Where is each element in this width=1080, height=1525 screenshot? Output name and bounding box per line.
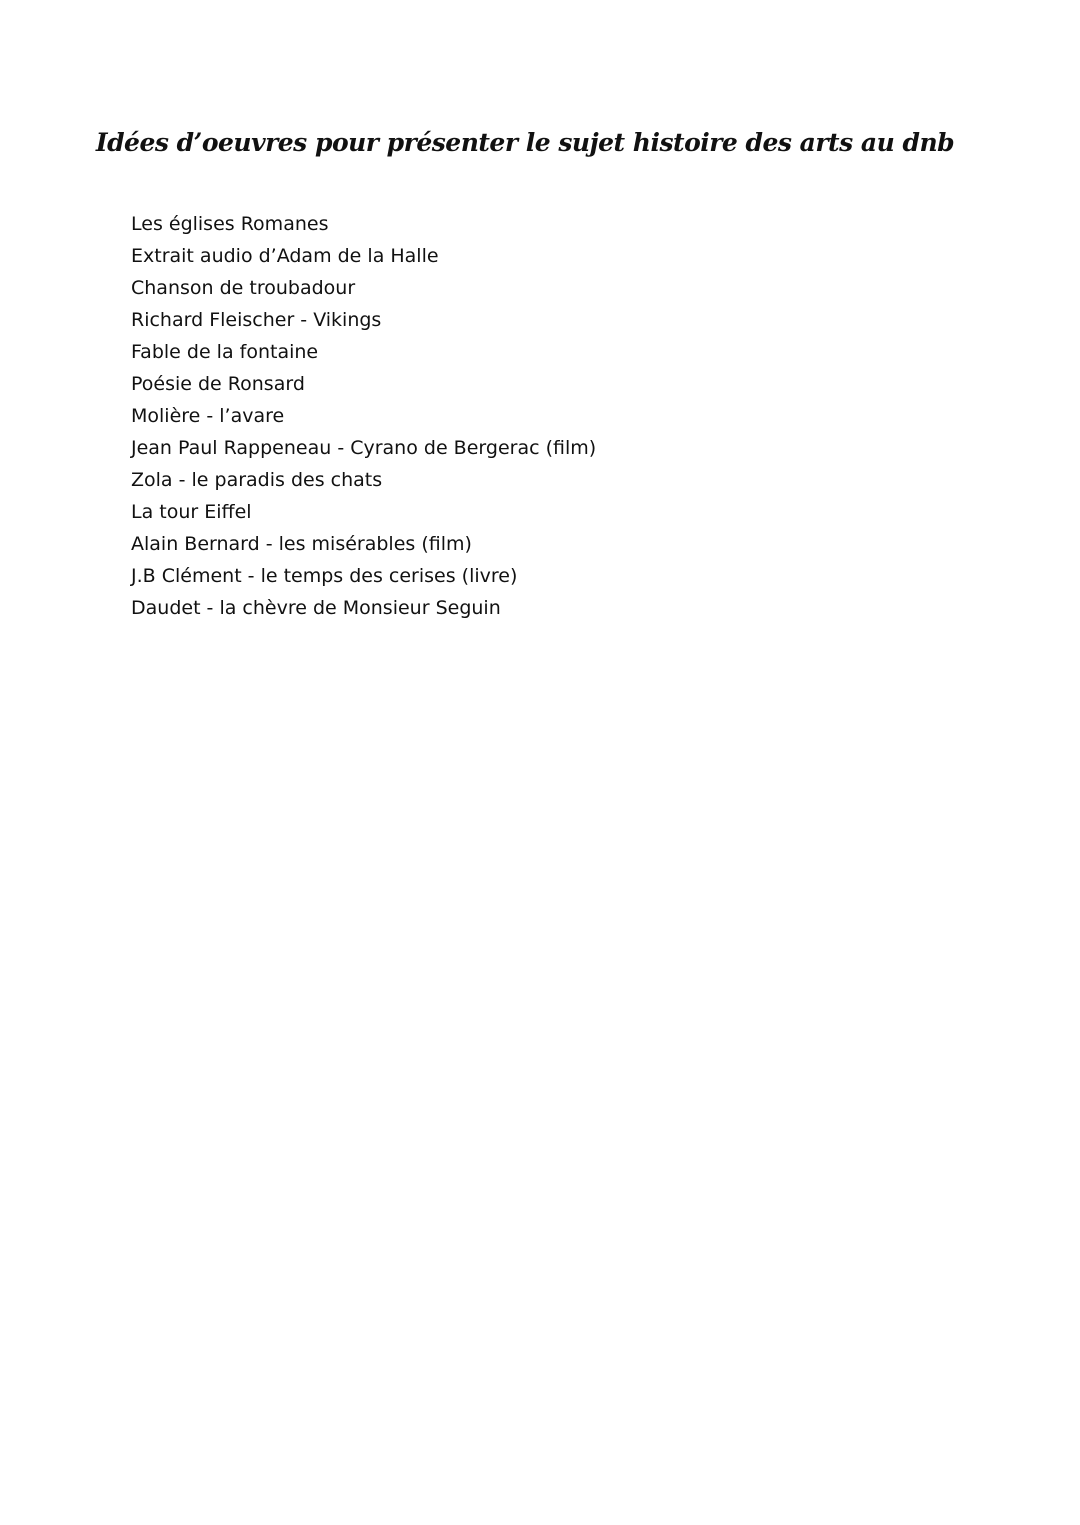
list-item: Zola - le paradis des chats — [131, 469, 383, 491]
list-item: Les églises Romanes — [131, 213, 329, 235]
document-title: Idées d’oeuvres pour présenter le sujet histoire des arts au dnb — [95, 128, 955, 157]
list-item: Molière - l’avare — [131, 405, 285, 427]
list-item: Jean Paul Rappeneau - Cyrano de Bergerac (film) — [131, 437, 597, 459]
list-item: Richard Fleischer - Vikings — [131, 309, 382, 331]
list-item: La tour Eiffel — [131, 501, 252, 523]
list-item: Fable de la fontaine — [131, 341, 319, 363]
list-item: Chanson de troubadour — [131, 277, 356, 299]
artwork-list — [131, 208, 596, 624]
list-item: Daudet - la chèvre de Monsieur Seguin — [131, 597, 501, 619]
list-item: Poésie de Ronsard — [131, 373, 305, 395]
list-item: J.B Clément - le temps des cerises (livre) — [131, 565, 518, 587]
list-item: Extrait audio d’Adam de la Halle — [131, 245, 439, 267]
list-item: Alain Bernard - les misérables (film) — [131, 533, 472, 555]
